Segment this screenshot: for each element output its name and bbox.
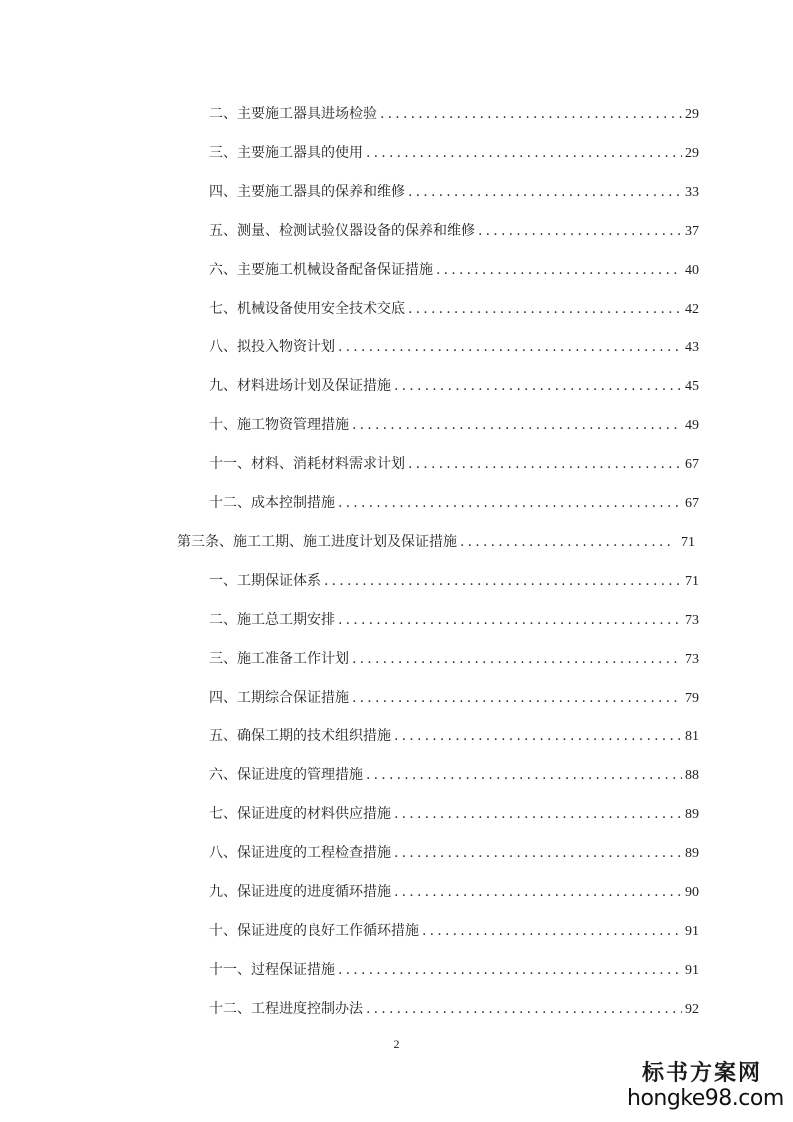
toc-dot-leader [366, 143, 682, 163]
toc-entry-page: 90 [685, 885, 699, 900]
toc-dot-leader [436, 260, 682, 280]
toc-entry-label: 八、拟投入物资计划 [209, 339, 335, 356]
toc-entry [209, 299, 699, 319]
toc-entry-label: 第三条、施工工期、施工进度计划及保证措施 [177, 533, 457, 550]
toc-entry-label: 七、保证进度的材料供应措施 [209, 806, 391, 823]
toc-entry-label: 十一、过程保证措施 [209, 961, 335, 978]
toc-dot-leader [394, 882, 682, 902]
toc-entry-page: 73 [685, 651, 699, 667]
toc-entry [209, 688, 699, 708]
toc-entry-label: 三、施工准备工作计划 [209, 650, 349, 667]
toc-entry [209, 182, 699, 202]
toc-entry-page: 92 [685, 1001, 699, 1017]
toc-entry-page: 79 [685, 690, 699, 706]
toc-entry [209, 726, 699, 746]
watermark-name: 标书方案网 [641, 1060, 762, 1086]
toc-dot-leader [394, 804, 682, 824]
toc-entry-page: 45 [685, 379, 699, 395]
toc-entry [209, 804, 699, 824]
toc-dot-leader [338, 960, 682, 980]
toc-entry-label: 五、测量、检测试验仪器设备的保养和维修 [209, 222, 475, 239]
toc-entry-label: 十、施工物资管理措施 [209, 417, 349, 434]
toc-entry [209, 571, 699, 591]
page-number: 2 [393, 1037, 400, 1051]
toc-dot-leader [338, 493, 682, 513]
toc-entry-label: 二、主要施工器具进场检验 [209, 106, 377, 122]
toc-dot-leader [324, 571, 682, 591]
toc-entry-label: 六、保证进度的管理措施 [209, 767, 363, 784]
toc-entry [209, 415, 699, 435]
toc-entry [209, 376, 699, 396]
toc-dot-leader [478, 221, 682, 241]
watermark-url: hongke98.com [627, 1086, 784, 1111]
toc-entry-label: 十、保证进度的良好工作循环措施 [209, 922, 419, 939]
toc-entry-page: 37 [685, 223, 699, 239]
toc-entry [209, 999, 699, 1019]
toc-entry-label: 四、工期综合保证措施 [209, 689, 349, 706]
watermark-logo [627, 1060, 784, 1112]
toc-dot-leader [352, 415, 682, 435]
toc-dot-leader [408, 454, 682, 474]
toc-entry-page: 89 [685, 846, 699, 862]
toc-entry [209, 260, 699, 280]
toc-entry-page: 71 [681, 534, 695, 550]
toc-entry-page: 40 [685, 262, 699, 278]
toc-entry-label: 九、材料进场计划及保证措施 [209, 378, 391, 395]
toc-entry [209, 649, 699, 669]
toc-dot-leader [408, 182, 682, 202]
toc-dot-leader [352, 688, 682, 708]
toc-dot-leader [352, 649, 682, 669]
toc-entry-label: 二、施工总工期安排 [209, 611, 335, 628]
toc-entry [209, 960, 699, 980]
toc-dot-leader [366, 999, 682, 1019]
toc-entry [209, 765, 699, 785]
toc-entry [209, 843, 699, 863]
toc-entry-label: 九、保证进度的进度循环措施 [209, 884, 391, 900]
toc-entry [209, 493, 699, 513]
toc-entry-label: 四、主要施工器具的保养和维修 [209, 183, 405, 200]
toc-entry-page: 91 [685, 962, 699, 978]
toc-entry-label: 一、工期保证体系 [209, 572, 321, 589]
toc-dot-leader [394, 726, 682, 746]
toc-entry [209, 454, 699, 474]
toc-entry [209, 610, 699, 630]
toc-entry-page: 42 [685, 301, 699, 317]
toc-entry-page: 49 [685, 418, 699, 434]
toc-dot-leader [394, 376, 682, 396]
toc-entry-page: 29 [685, 145, 699, 161]
toc-entry-page: 33 [685, 184, 699, 200]
toc-entry-label: 三、主要施工器具的使用 [209, 144, 363, 161]
toc-dot-leader [460, 532, 670, 552]
toc-entry-page: 67 [685, 457, 699, 473]
toc-entry-label: 十一、材料、消耗材料需求计划 [209, 456, 405, 473]
toc-entry-label: 七、机械设备使用安全技术交底 [209, 300, 405, 317]
toc-entry [209, 143, 699, 163]
toc-dot-leader [338, 337, 682, 357]
toc-entry-page: 73 [685, 612, 699, 628]
toc-entry-label: 六、主要施工机械设备配备保证措施 [209, 261, 433, 278]
toc-dot-leader [422, 921, 682, 941]
toc-entry-page: 71 [685, 573, 699, 589]
toc-entry [209, 882, 699, 902]
toc-entry [209, 221, 699, 241]
toc-entry-page: 91 [685, 923, 699, 939]
toc-entry-label: 八、保证进度的工程检查措施 [209, 845, 391, 862]
toc-entry-page: 67 [685, 496, 699, 511]
toc-dot-leader [408, 299, 682, 319]
toc-entry-label: 五、确保工期的技术组织措施 [209, 728, 391, 745]
toc-entry-label: 十二、工程进度控制办法 [209, 1000, 363, 1017]
toc-dot-leader [394, 843, 682, 863]
toc-entry [209, 921, 699, 941]
toc-dot-leader [380, 104, 682, 124]
toc-entry-page: 81 [685, 729, 699, 745]
toc-entry-page: 88 [685, 768, 699, 784]
toc-entry-page: 43 [685, 340, 699, 356]
toc-entry [209, 337, 699, 357]
toc-entry [209, 104, 699, 124]
toc-dot-leader [338, 610, 682, 630]
toc-entry-page: 89 [685, 807, 699, 823]
toc-dot-leader [366, 765, 682, 785]
toc-entry-label: 十二、成本控制措施 [209, 495, 335, 511]
toc-entry-page: 29 [685, 107, 699, 122]
toc-entry [177, 532, 699, 552]
